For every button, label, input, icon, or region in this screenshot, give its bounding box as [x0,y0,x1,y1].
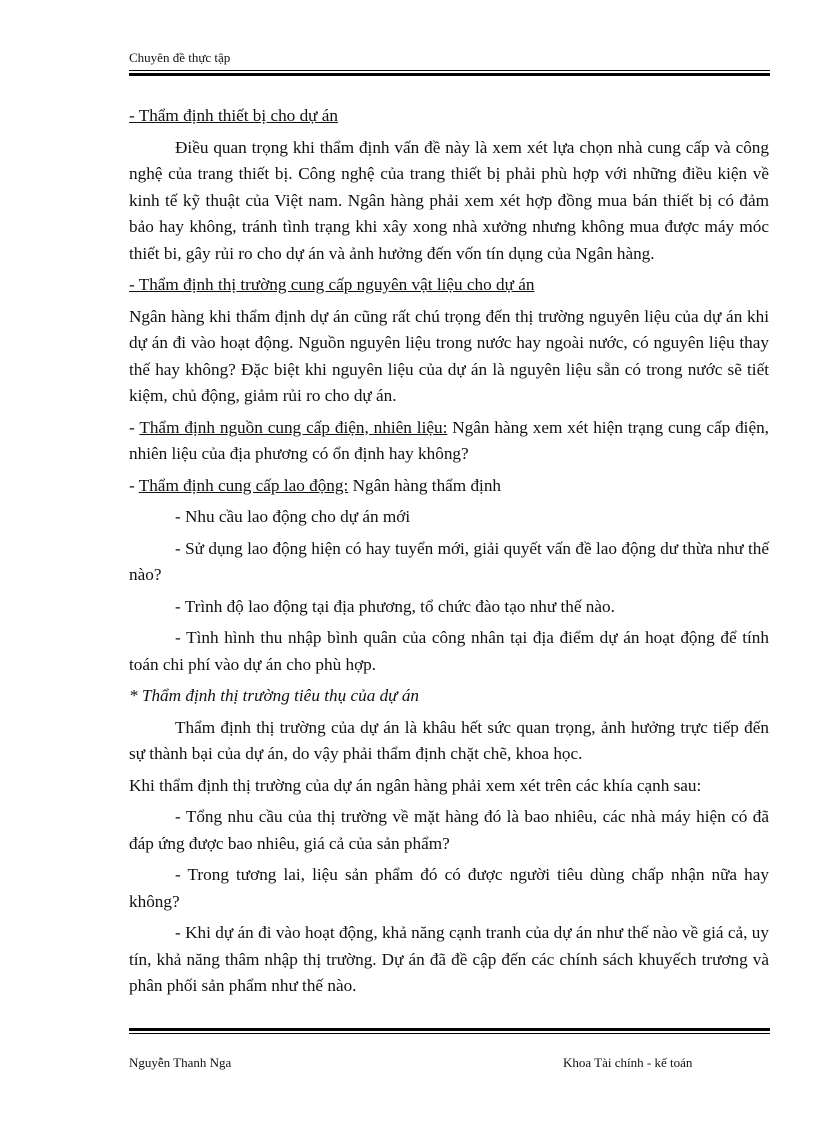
section-heading-text: - Thẩm định thiết bị cho dự án [129,106,339,125]
paragraph: Điều quan trọng khi thẩm định vấn đề này là xem xét lựa chọn nhà cung cấp và công nghệ của trang thiết bị. Công nghệ của trang thiết bị phải phù hợp với những điều kiện về kinh tế kỹ thuật của Việt nam. Ngân hàng phải xem xét hợp đồng mua bán thiết bị có đảm bảo hay không, tránh tình trạng khi xây xong nhà xưởng nhưng không mua được máy móc thiết bi, gây rủi ro cho dự án và ảnh hưởng đến vốn tín dụng của Ngân hàng. [129,137,769,263]
section-heading [129,272,769,299]
list-item: - Nhu cầu lao động cho dự án mới [175,507,411,526]
section-heading-italic: * Thẩm định thị trường tiêu thụ của dự án [129,686,420,705]
list-item: - Tình hình thu nhập bình quân của công nhân tại địa điểm dự án hoạt động để tính toán chi phí vào dự án cho phù hợp. [129,628,769,674]
list-item: - Khi dự án đi vào hoạt động, khả năng cạnh tranh của dự án như thế nào về giá cả, uy tín, khả năng thâm nhập thị trường. Dự án đã đề cập đến các chính sách khuyếch trương và phân phối sản phẩm như thế nào. [129,923,769,995]
dash: - [129,417,140,437]
footer-rule-thick [129,1028,770,1031]
paragraph: Khi thẩm định thị trường của dự án ngân hàng phải xem xét trên các khía cạnh sau: [129,775,702,795]
paragraph: Ngân hàng khi thẩm định dự án cũng rất chú trọng đến thị trường nguyên liệu của dự án khi dự án đi vào hoạt động. Nguồn nguyên liệu trong nước hay ngoài nước, có nguyên liệu thay thế hay không? Đặc biệt khi nguyên liệu của dự án là nguyên liệu sẵn có trong nước sẽ tiết kiệm, chủ động, giảm rủi ro cho dự án. [129,306,769,405]
inline-heading: Thẩm định nguồn cung cấp điện, nhiên liệu: [139,417,448,437]
footer-rule-thin [129,1033,770,1034]
paragraph: Thẩm định thị trường của dự án là khâu hết sức quan trọng, ảnh hưởng trực tiếp đến sự thành bại của dự án, do vậy phải thẩm định chặt chẽ, khoa học. [129,717,769,763]
footer-department: Khoa Tài chính - kế toán [563,1055,693,1070]
inline-heading: Thẩm định cung cấp lao động: [138,475,349,495]
document-body [129,103,769,1005]
list-item: - Tổng nhu cầu của thị trường về mặt hàng đó là bao nhiêu, các nhà máy hiện có đã đáp ứng được bao nhiêu, giá cả của sản phẩm? [129,807,769,853]
list-item: - Trong tương lai, liệu sản phẩm đó có được người tiêu dùng chấp nhận nữa hay không? [129,865,769,911]
section-heading [129,103,769,130]
header-rule-thick [129,73,770,76]
header-rule-thin [129,70,770,71]
list-item: - Sử dụng lao động hiện có hay tuyển mới, giải quyết vấn đề lao động dư thừa như thế nào? [129,538,769,584]
inline-body: Ngân hàng xem xét hiện trạng cung cấp điện, nhiên liệu của địa phương có ổn định hay không? [129,417,769,463]
page-header-title: Chuyên đề thực tập [129,50,231,65]
paragraph [129,473,769,500]
list-item: - Trình độ lao động tại địa phương, tổ chức đào tạo như thế nào. [175,596,615,616]
section-heading-text: - Thẩm định thị trường cung cấp nguyên vật liệu cho dự án [129,275,535,294]
paragraph [129,415,769,468]
footer-author: Nguyễn Thanh Nga [129,1055,232,1070]
dash: - [129,475,139,495]
inline-body: Ngân hàng thẩm định [348,475,502,495]
